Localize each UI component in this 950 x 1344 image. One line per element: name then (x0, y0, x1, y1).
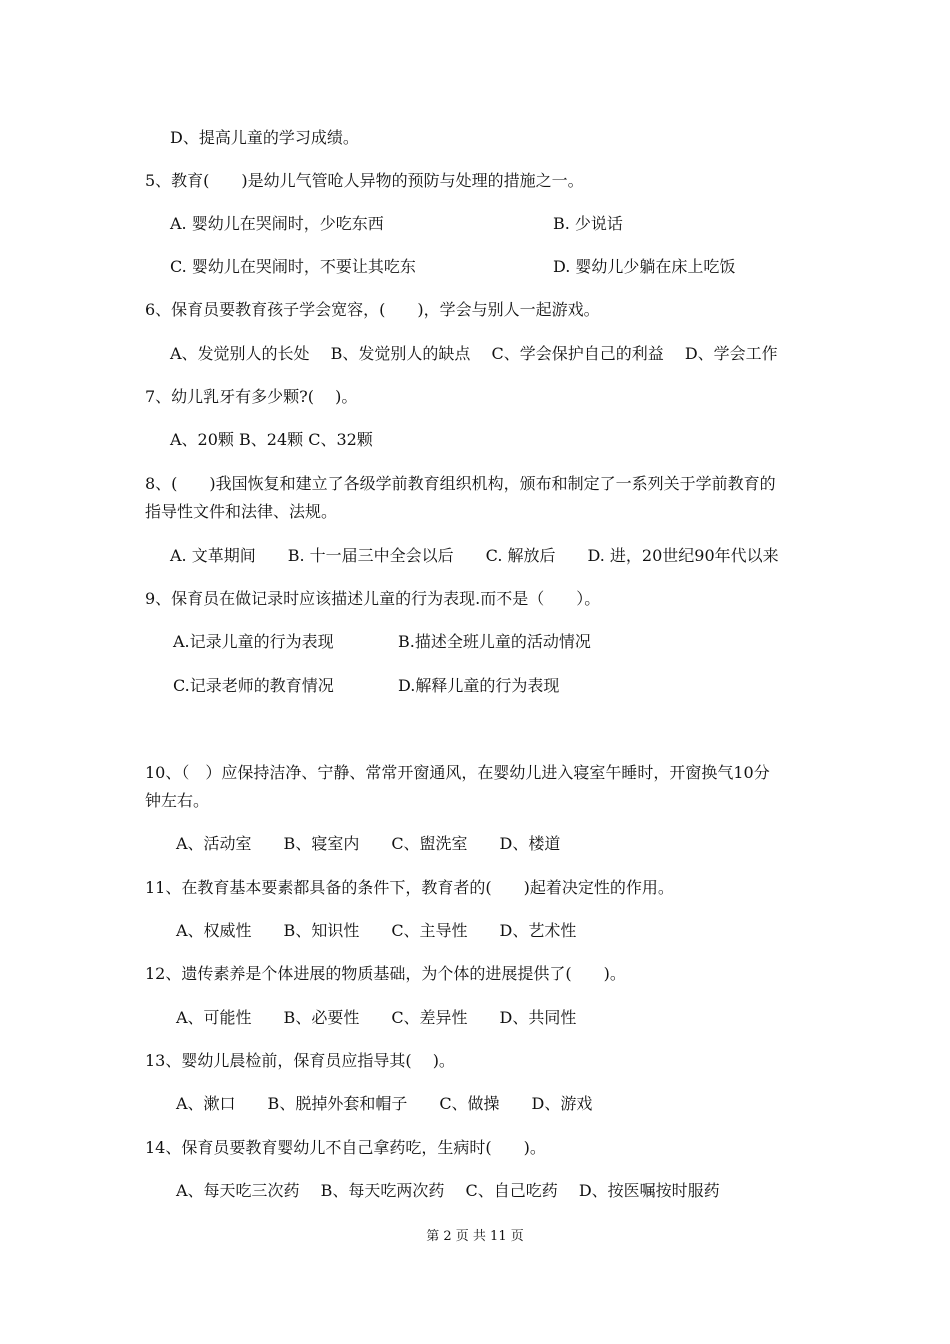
q7-options: A、20颗 B、24颗 C、32颗 (170, 430, 373, 449)
q13-options: A、漱口 B、脱掉外套和帽子 C、做操 D、游戏 (176, 1094, 593, 1113)
q9-option-c: C.记录老师的教育情况 (173, 676, 334, 695)
q9-option-d: D.解释儿童的行为表现 (398, 676, 560, 695)
q14-options: A、每天吃三次药 B、每天吃两次药 C、自己吃药 D、按医嘱按时服药 (176, 1181, 720, 1200)
q10-options: A、活动室 B、寝室内 C、盥洗室 D、楼道 (176, 834, 561, 853)
question-11: 11、在教育基本要素都具备的条件下，教育者的( )起着决定性的作用。 (145, 878, 674, 897)
question-13: 13、婴幼儿晨检前，保育员应指导其( )。 (145, 1051, 455, 1070)
question-8-cont: 指导性文件和法律、法规。 (145, 502, 338, 521)
q12-options: A、可能性 B、必要性 C、差异性 D、共同性 (176, 1008, 577, 1027)
question-7: 7、幼儿乳牙有多少颗?( )。 (145, 387, 358, 406)
q5-option-a: A. 婴幼儿在哭闹时，少吃东西 (170, 214, 384, 233)
question-14: 14、保育员要教育婴幼儿不自己拿药吃，生病时( )。 (145, 1138, 546, 1157)
question-9: 9、保育员在做记录时应该描述儿童的行为表现.而不是（ ）。 (145, 589, 601, 608)
question-6: 6、保育员要教育孩子学会宽容，( )，学会与别人一起游戏。 (145, 300, 600, 319)
page-footer: 第 2 页 共 11 页 (426, 1229, 524, 1244)
q8-options: A. 文革期间 B. 十一届三中全会以后 C. 解放后 D. 进，20世纪90年代以来 (170, 546, 779, 565)
q5-option-b: B. 少说话 (553, 214, 623, 233)
q6-options: A、发觉别人的长处 B、发觉别人的缺点 C、学会保护自己的利益 D、学会工作 (170, 344, 778, 363)
question-10-cont: 钟左右。 (145, 791, 210, 810)
question-12: 12、遗传素养是个体进展的物质基础，为个体的进展提供了( )。 (145, 964, 626, 983)
q9-option-b: B.描述全班儿童的活动情况 (398, 632, 591, 651)
q11-options: A、权威性 B、知识性 C、主导性 D、艺术性 (176, 921, 577, 940)
q5-option-c: C. 婴幼儿在哭闹时，不要让其吃东 (170, 257, 416, 276)
question-10: 10、（ ）应保持洁净、宁静、常常开窗通风，在婴幼儿进入寝室午睡时，开窗换气10分 (145, 763, 770, 782)
question-5: 5、教育( )是幼儿气管呛人异物的预防与处理的措施之一。 (145, 171, 584, 190)
q4-option-d: D、提高儿童的学习成绩。 (170, 128, 359, 147)
q9-option-a: A.记录儿童的行为表现 (173, 632, 334, 651)
question-8: 8、( )我国恢复和建立了各级学前教育组织机构，颁布和制定了一系列关于学前教育的 (145, 474, 776, 493)
q5-option-d: D. 婴幼儿少躺在床上吃饭 (553, 257, 736, 276)
